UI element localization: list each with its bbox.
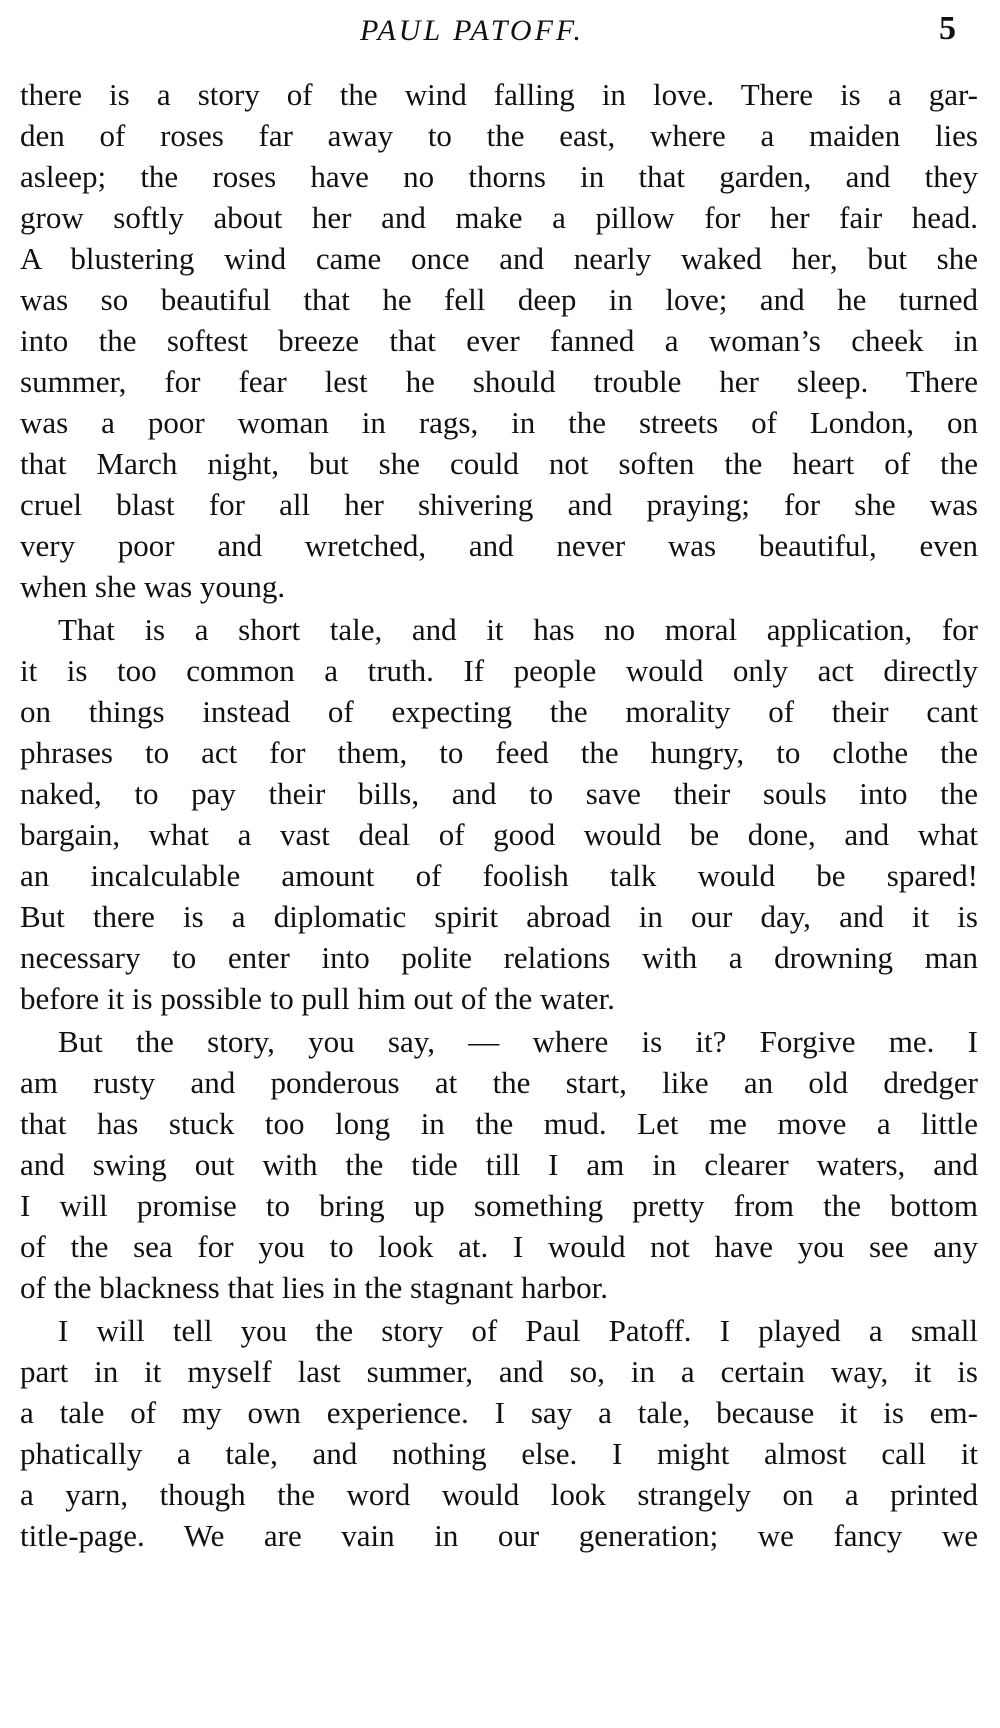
paragraph-first-line: I will tell you the story of Paul Patoff. I played a small <box>58 1313 978 1348</box>
text-line: bargain, what a vast deal of good would be done, and what <box>20 817 978 852</box>
running-title: PAUL PATOFF. <box>360 14 584 47</box>
text-line: was a poor woman in rags, in the streets of London, on <box>20 405 978 440</box>
text-line: into the softest breeze that ever fanned a woman’s cheek in <box>20 323 978 358</box>
text-line: necessary to enter into polite relations with a drowning man <box>20 940 978 975</box>
text-line: when she was young. <box>20 569 286 604</box>
text-line: very poor and wretched, and never was beautiful, even <box>20 528 978 563</box>
text-line: A blustering wind came once and nearly waked her, but she <box>20 241 978 276</box>
paragraph-first-line: That is a short tale, and it has no moral application, for <box>58 612 978 647</box>
text-line: before it is possible to pull him out of the water. <box>20 981 615 1016</box>
text-line: an incalculable amount of foolish talk would be spared! <box>20 858 978 893</box>
text-line: grow softly about her and make a pillow for her fair head. <box>20 200 978 235</box>
text-line: cruel blast for all her shivering and praying; for she was <box>20 487 978 522</box>
text-line: summer, for fear lest he should trouble her sleep. There <box>20 364 978 399</box>
text-line: asleep; the roses have no thorns in that garden, and they <box>20 159 978 194</box>
paragraph-first-line: But the story, you say, — where is it? Forgive me. I <box>58 1024 978 1059</box>
text-line: on things instead of expecting the morality of their cant <box>20 694 978 729</box>
text-line: part in it myself last summer, and so, in a certain way, it is <box>20 1354 978 1389</box>
text-line: I will promise to bring up something pretty from the bottom <box>20 1188 978 1223</box>
text-line: naked, to pay their bills, and to save their souls into the <box>20 776 978 811</box>
text-line: den of roses far away to the east, where a maiden lies <box>20 118 978 153</box>
text-line: that has stuck too long in the mud. Let me move a little <box>20 1106 978 1141</box>
text-line: am rusty and ponderous at the start, like an old dredger <box>20 1065 978 1100</box>
text-line: phatically a tale, and nothing else. I might almost call it <box>20 1436 978 1471</box>
text-line: title-page. We are vain in our generation; we fancy we <box>20 1518 978 1553</box>
text-line: of the blackness that lies in the stagnant harbor. <box>20 1270 608 1305</box>
text-line: of the sea for you to look at. I would not have you see any <box>20 1229 978 1264</box>
text-line: a tale of my own experience. I say a tale, because it is em- <box>20 1395 978 1430</box>
running-head <box>0 8 1000 52</box>
text-line: But there is a diplomatic spirit abroad in our day, and it is <box>20 899 978 934</box>
text-line: it is too common a truth. If people would only act directly <box>20 653 978 688</box>
text-line: that March night, but she could not soften the heart of the <box>20 446 978 481</box>
text-line: was so beautiful that he fell deep in love; and he turned <box>20 282 978 317</box>
text-line: and swing out with the tide till I am in clearer waters, and <box>20 1147 978 1182</box>
text-line: a yarn, though the word would look strangely on a printed <box>20 1477 978 1512</box>
text-line: there is a story of the wind falling in love. There is a gar- <box>20 77 978 112</box>
page-number: 5 <box>939 10 956 47</box>
text-line: phrases to act for them, to feed the hungry, to clothe the <box>20 735 978 770</box>
